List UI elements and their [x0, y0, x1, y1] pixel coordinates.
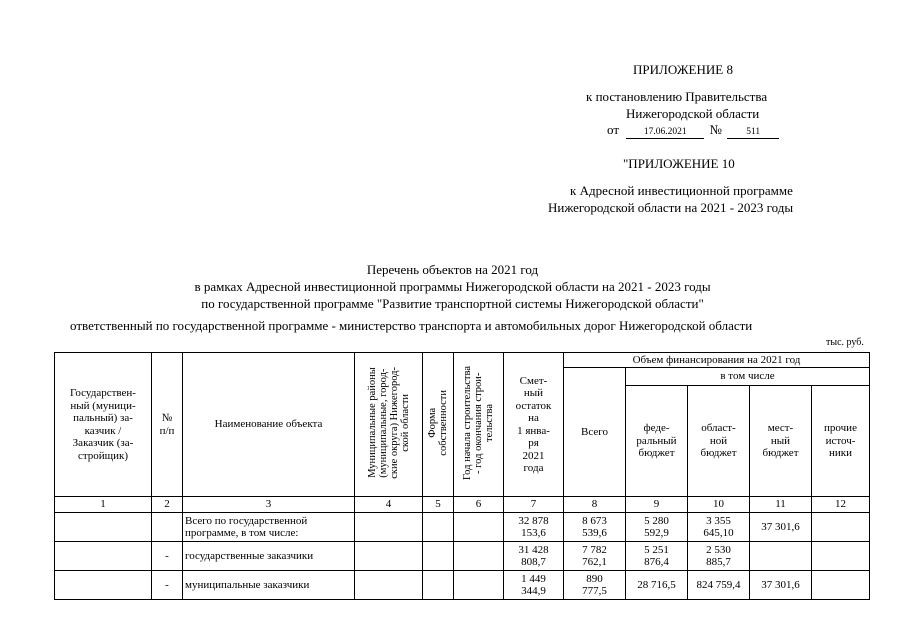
column-number: 11	[750, 497, 812, 513]
cell-ownership	[423, 542, 454, 571]
resolution-number: 511	[727, 127, 779, 139]
cell-years	[454, 513, 504, 542]
list-subtitle-3: ответственный по государственной программе - министерство транспорта и автомобильных дорог Нижегородской области	[70, 318, 753, 333]
list-title: Перечень объектов на 2021 год	[366, 262, 539, 277]
cell-estimate: 32 878 153,6	[504, 513, 564, 542]
column-number: 6	[454, 497, 504, 513]
cell-total: 7 782 762,1	[564, 542, 626, 571]
cell-total: 890 777,5	[564, 571, 626, 600]
header-local: мест- ный бюджет	[750, 386, 812, 497]
program-line-1: к Адресной инвестиционной программе	[570, 183, 793, 198]
column-number: 12	[812, 497, 870, 513]
appendix-title: ПРИЛОЖЕНИЕ 8	[633, 62, 733, 77]
header-other: прочие источ- ники	[812, 386, 870, 497]
header-financing: Объем финансирования на 2021 год	[564, 353, 870, 368]
header-including: в том числе	[626, 368, 870, 386]
table-row	[55, 513, 870, 542]
cell-municipal	[355, 571, 423, 600]
appendix10-title: "ПРИЛОЖЕНИЕ 10	[623, 156, 735, 171]
header-num: № п/п	[152, 353, 183, 497]
cell-num: -	[152, 571, 183, 600]
cell-federal: 5 251 876,4	[626, 542, 688, 571]
cell-object-name: муниципальные заказчики	[183, 571, 355, 600]
column-number: 1	[55, 497, 152, 513]
column-number: 2	[152, 497, 183, 513]
header-federal: феде- ральный бюджет	[626, 386, 688, 497]
cell-local: 37 301,6	[750, 571, 812, 600]
cell-estimate: 31 428 808,7	[504, 542, 564, 571]
resolution-date: 17.06.2021	[626, 127, 704, 139]
list-subtitle-2: по государственной программе "Развитие транспортной системы Нижегородской области"	[201, 296, 704, 311]
list-subtitle-1: в рамках Адресной инвестиционной программы Нижегородской области на 2021 - 2023 годы	[194, 279, 711, 294]
cell-ownership	[423, 513, 454, 542]
region-line: Нижегородской области	[626, 106, 760, 121]
cell-regional: 824 759,4	[688, 571, 750, 600]
header-municipal: Муниципальные районы (муниципальные, город- ские округа) Нижегород- ской области	[355, 353, 423, 497]
cell-regional: 3 355 645,10	[688, 513, 750, 542]
header-years: Год начала строительства - год окончания строи- тельства	[454, 353, 504, 497]
cell-num: -	[152, 542, 183, 571]
cell-customer	[55, 513, 152, 542]
cell-other	[812, 571, 870, 600]
cell-federal: 28 716,5	[626, 571, 688, 600]
column-numbers-row	[55, 497, 870, 513]
cell-object-name: государственные заказчики	[183, 542, 355, 571]
header-regional: област- ной бюджет	[688, 386, 750, 497]
column-number: 7	[504, 497, 564, 513]
column-number: 9	[626, 497, 688, 513]
cell-regional: 2 530 885,7	[688, 542, 750, 571]
cell-customer	[55, 542, 152, 571]
column-number: 8	[564, 497, 626, 513]
program-line-2: Нижегородской области на 2021 - 2023 годы	[548, 200, 794, 215]
header-estimate: Смет- ный остаток на 1 янва- ря 2021 года	[504, 353, 564, 497]
cell-municipal	[355, 513, 423, 542]
cell-years	[454, 542, 504, 571]
header-customer: Государствен- ный (муници- пальный) за- казчик / Заказчик (за- стройщик)	[55, 353, 152, 497]
column-number: 3	[183, 497, 355, 513]
table-row	[55, 571, 870, 600]
cell-object-name: Всего по государственной программе, в том числе:	[183, 513, 355, 542]
number-label: №	[709, 122, 722, 137]
cell-years	[454, 571, 504, 600]
resolution-line: к постановлению Правительства	[586, 89, 768, 104]
cell-local: 37 301,6	[750, 513, 812, 542]
resolution-date-line	[607, 122, 779, 139]
cell-municipal	[355, 542, 423, 571]
cell-ownership	[423, 571, 454, 600]
header-ownership: Форма собственности	[423, 353, 454, 497]
cell-federal: 5 280 592,9	[626, 513, 688, 542]
column-number: 4	[355, 497, 423, 513]
cell-num	[152, 513, 183, 542]
cell-local	[750, 542, 812, 571]
header-object: Наименование объекта	[183, 353, 355, 497]
from-label: от	[607, 122, 620, 137]
column-number: 10	[688, 497, 750, 513]
cell-other	[812, 542, 870, 571]
header-total: Всего	[564, 368, 626, 497]
cell-other	[812, 513, 870, 542]
cell-estimate: 1 449 344,9	[504, 571, 564, 600]
cell-customer	[55, 571, 152, 600]
column-number: 5	[423, 497, 454, 513]
units-label: тыс. руб.	[826, 337, 864, 348]
objects-table	[54, 352, 870, 600]
cell-total: 8 673 539,6	[564, 513, 626, 542]
table-row	[55, 542, 870, 571]
